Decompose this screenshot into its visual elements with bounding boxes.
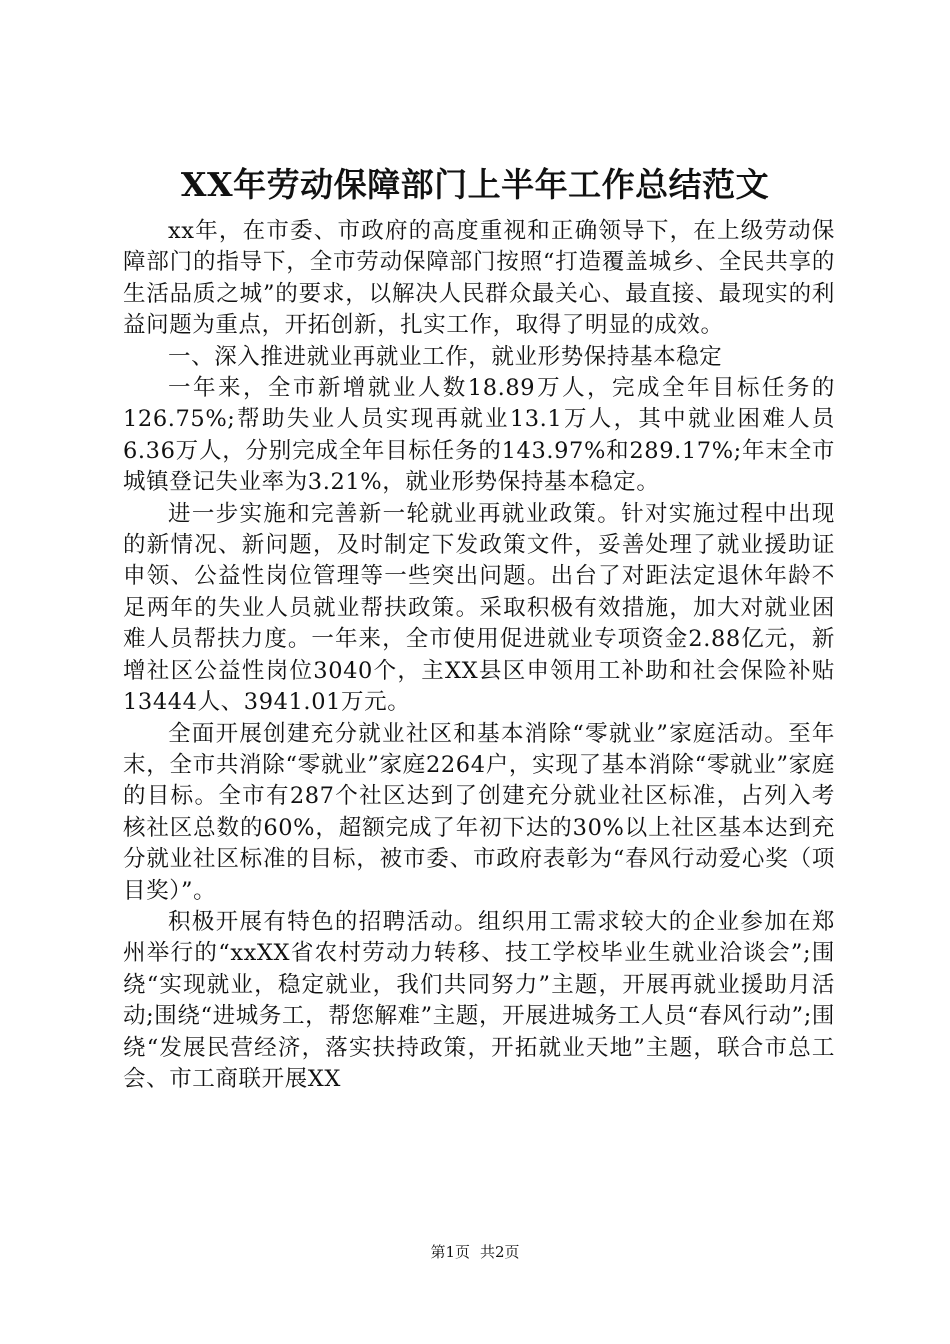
paragraph-policy: 进一步实施和完善新一轮就业再就业政策。针对实施过程中出现的新情况、新问题，及时制定下发政策文件，妥善处理了就业援助证申领、公益性岗位管理等一些突出问题。出台了对距法定退休年龄不足两年的失业人员就业帮扶政策。采取积极有效措施，加大对就业困难人员帮扶力度。一年来，全市使用促进就业专项资金2.88亿元，新增社区公益性岗位3040个，主XX县区申领用工补助和社会保险补贴13444人、3941.01万元。 (123, 500, 835, 716)
page-footer (0, 1242, 950, 1262)
paragraph-recruitment: 积极开展有特色的招聘活动。组织用工需求较大的企业参加在郑州举行的“xxXX省农村劳动力转移、技工学校毕业生就业洽谈会”;围绕“实现就业，稳定就业，我们共同努力”主题，开展再就业援助月活动;围绕“进城务工，帮您解难”主题，开展进城务工人员“春风行动”;围绕“发展民营经济，落实扶持政策，开拓就业天地”主题，联合市总工会、市工商联开展XX (123, 908, 835, 1092)
document-title: XX年劳动保障部门上半年工作总结范文 (180, 165, 770, 204)
paragraph-community: 全面开展创建充分就业社区和基本消除“零就业”家庭活动。至年末，全市共消除“零就业”家庭2264户，实现了基本消除“零就业”家庭的目标。全市有287个社区达到了创建充分就业社区标准，占列入考核社区总数的60%，超额完成了年初下达的30%以上社区基本达到充分就业社区标准的目标，被市委、市政府表彰为“春风行动爱心奖（项目奖）”。 (123, 720, 835, 904)
section-heading-1: 一、深入推进就业再就业工作，就业形势保持基本稳定 (168, 343, 723, 370)
document-body (123, 216, 835, 1095)
paragraph-intro: xx年，在市委、市政府的高度重视和正确领导下，在上级劳动保障部门的指导下，全市劳动保障部门按照“打造覆盖城乡、全民共享的生活品质之城”的要求，以解决人民群众最关心、最直接、最现实的利益问题为重点，开拓创新，扎实工作，取得了明显的成效。 (123, 218, 835, 339)
page-total: 共2页 (480, 1243, 520, 1261)
paragraph-employment-stats: 一年来，全市新增就业人数18.89万人，完成全年目标任务的126.75%;帮助失业人员实现再就业13.1万人，其中就业困难人员6.36万人，分别完成全年目标任务的143.97%和289.17%;年末全市城镇登记失业率为3.21%，就业形势保持基本稳定。 (123, 375, 835, 496)
page-number: 第1页 (430, 1243, 470, 1261)
